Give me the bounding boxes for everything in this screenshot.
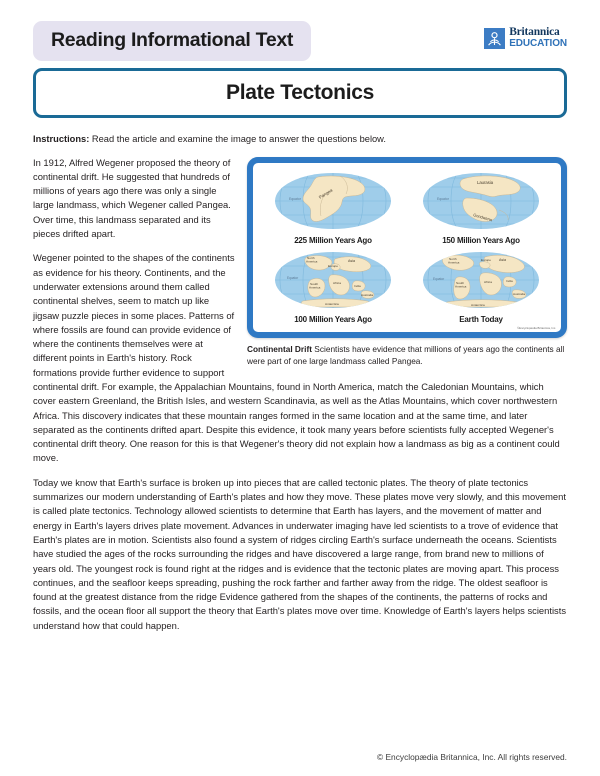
brand-subtitle-text: EDUCATION	[509, 38, 567, 50]
britannica-education-logo	[484, 27, 567, 50]
map-globe-earth-today	[411, 249, 551, 313]
map-label-150mya: 150 Million Years Ago	[442, 235, 520, 245]
brand-name-text: Britannica	[509, 25, 560, 38]
map-100mya-label-india: India	[354, 283, 361, 288]
map-cell-100mya	[259, 249, 407, 326]
map-100mya-equator-label: Equator	[287, 275, 299, 280]
map-225mya-landmass-label: Pangea	[317, 187, 334, 200]
article-paragraph-1: In 1912, Alfred Wegener proposed the theory of continental drift. He suggested that hundreds of millions of years ago there was only a single large landmass, which Wegener called Pangea. Over time, this landmass separated and its pieces drifted apart.	[33, 156, 231, 240]
figure-caption-body: Scientists have evidence that millions of years ago the continents all were part of one large landmass called Pangea.	[247, 343, 565, 366]
britannica-thistle-icon	[484, 28, 505, 49]
map-globe-225mya	[263, 170, 403, 234]
map-cell-earth-today	[407, 249, 555, 326]
page-footer-copyright: © Encyclopædia Britannica, Inc. All rights reserved.	[376, 752, 567, 762]
map-cell-150mya	[407, 170, 555, 247]
brand-wordmark	[509, 27, 567, 50]
map-today-label-north-america-2: America	[448, 260, 460, 265]
instructions-line	[33, 133, 567, 146]
continental-drift-figure	[247, 157, 567, 368]
article-paragraph-2: Wegener pointed to the shapes of the continents as evidence for his theory. Continents, and the underwater extensions around them called continental shelves, seem to match up like jigsaw puzzle pieces in some places. Patterns of where fossils are found can provide evidence of where the continents themselves were at different points in Earth's history. Rock formations provide further evidence to support continental drift. For example, the Appalachian Mountains, found in North America, match the Caledonian Mountains, which cover eastern Greenland, the British Isles, and western Scandinavia, as well as the Atlas Mountains, which cover northwestern Africa. This discovery indicates that these mountain ranges formed in the same location and at the same time, and later separated as the continents drifted apart. Despite this evidence, it took many years before scientists fully accepted Wegener's continental drift theory. One reason for this is that Wegener's theory did not explain how a landmass as big as a continent could move.	[33, 252, 560, 464]
article-paragraph-3: Today we know that Earth's surface is broken up into pieces that are called tectonic plates. The theory of plate tectonics summarizes our modern understanding of Earth's plates and how they move. These plates move very slowly, and this movement is called plate tectonics. Technology allowed scientists to determine that Earth has layers, and the movement of matter and energy in Earth's layers drives plate movement. Advances in underwater imaging have led scientists to a trove of evidence that Earth's plates are in motion. Scientists also found a system of ridges circling Earth's surface underneath the oceans. Scientists have studied the ages of the rocks surrounding the ridges and have discovered a large range, from brand new to millions of years old. The youngest rock is found right at the ridges and is evidence that the tectonic plates are moving apart. This process continues, and the seafloor keeps spreading, pushing the rock farther and farther away from the ridge. The oldest seafloor is found at the greatest distance from the ridge Evidence gathered from the shapes of the continents, the patterns of rocks and fossils, and the ocean floor all support the theory that Earth's plates move over time. Knowledge of Earth's layers helps scientists understand how that could happen.	[33, 476, 567, 631]
map-100mya-label-asia: Asia	[348, 258, 355, 263]
map-150mya-laurasia-label: Laurasia	[477, 179, 494, 185]
map-150mya-equator-label: Equator	[437, 196, 449, 201]
map-label-225mya: 225 Million Years Ago	[294, 235, 372, 245]
map-today-label-south-america-2: America	[455, 284, 467, 289]
map-225mya-equator-label: Equator	[289, 196, 301, 201]
page-title: Plate Tectonics	[226, 81, 374, 104]
map-100mya-label-north-america-2: America	[306, 259, 318, 264]
map-cell-225mya	[259, 170, 407, 247]
map-100mya-label-north-america: North	[307, 255, 315, 260]
worksheet-category-label: Reading Informational Text	[51, 28, 294, 51]
article-body	[33, 156, 567, 634]
map-globe-100mya	[263, 249, 403, 313]
map-today-label-asia: Asia	[499, 257, 506, 262]
figure-caption	[247, 344, 567, 368]
map-today-label-australia: Australia	[513, 291, 526, 296]
map-150mya-gondwana-label: Gondwana	[472, 211, 493, 222]
map-today-label-north-america: North	[449, 256, 457, 261]
map-today-label-europe: Europe	[481, 257, 491, 262]
map-label-100mya: 100 Million Years Ago	[294, 314, 372, 324]
map-100mya-label-australia: Australia	[361, 292, 374, 297]
map-100mya-label-europe: Europe	[328, 263, 338, 268]
map-today-label-india: India	[506, 278, 513, 283]
map-today-label-africa: Africa	[484, 279, 492, 284]
map-today-equator-label: Equator	[433, 276, 445, 281]
worksheet-category-badge	[33, 21, 311, 62]
map-today-label-antarctica: Antarctica	[471, 302, 485, 307]
map-100mya-label-south-america-2: America	[309, 285, 321, 290]
map-100mya-label-south-america: South	[310, 281, 319, 286]
lesson-title-box	[33, 68, 567, 118]
map-100mya-label-africa: Africa	[333, 280, 341, 285]
instructions-text: Read the article and examine the image to answer the questions below.	[89, 134, 386, 144]
page-header	[33, 0, 567, 56]
instructions-label: Instructions:	[33, 134, 90, 144]
map-label-earth-today: Earth Today	[459, 314, 503, 324]
figure-frame	[247, 157, 567, 338]
map-100mya-label-antarctica: Antarctica	[325, 301, 339, 306]
map-globe-150mya	[411, 170, 551, 234]
figure-caption-title: Continental Drift	[247, 343, 312, 354]
map-today-label-south-america: South	[456, 280, 465, 285]
figure-credit-text: ©Encyclopædia Britannica, Inc.	[517, 325, 556, 330]
maps-grid	[259, 170, 555, 326]
